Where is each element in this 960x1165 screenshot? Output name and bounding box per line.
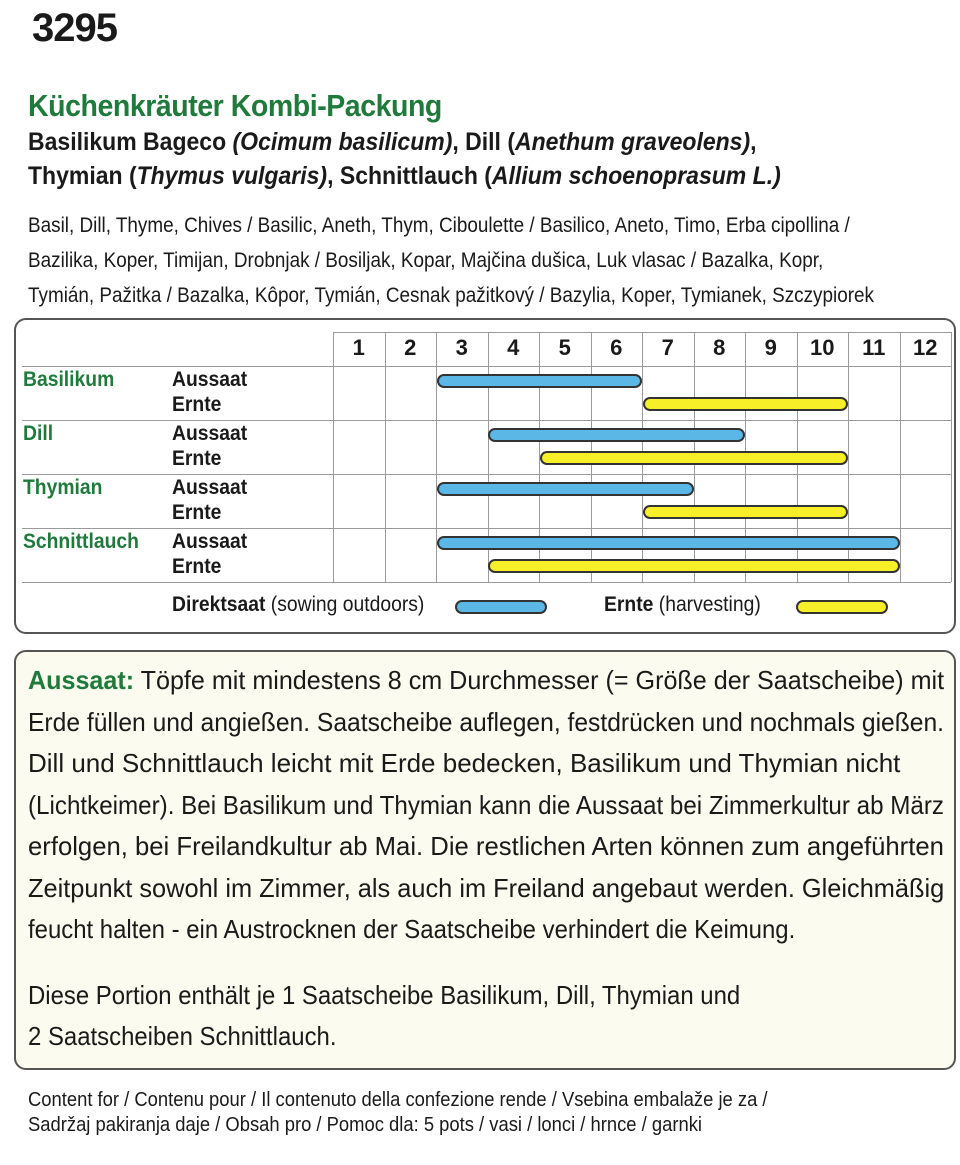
instructions-line <box>28 660 945 702</box>
instructions-line: Dill und Schnittlauch leicht mit Erde bedecken, Basilikum und Thymian nicht <box>28 748 901 778</box>
grid-vline <box>900 332 901 582</box>
grid-row-line <box>22 582 951 583</box>
herb-name: Basilikum <box>23 368 115 391</box>
harvest-bar <box>643 505 848 519</box>
legend-harvest <box>604 593 761 617</box>
instructions-line: Zeitpunkt sowohl im Zimmer, als auch im Freiland angebaut werden. Gleichmäßig <box>28 872 945 903</box>
month-header: 3 <box>455 335 468 360</box>
instructions-line-text: Töpfe mit mindestens 8 cm Durchmesser (= Größe der Saatscheibe) mit <box>134 665 945 695</box>
translated-names <box>28 208 958 313</box>
footer-line: Sadržaj pakiranja daje / Obsah pro / Pomoc dla: 5 pots / vasi / lonci / hrnce / garnki <box>28 1114 703 1136</box>
names-line: Bazilika, Koper, Timijan, Drobnjak / Bosiljak, Kopar, Majčina dušica, Luk vlasac / Bazalka, Kopr, <box>28 249 824 272</box>
sow-bar <box>488 428 745 442</box>
product-title: Küchenkräuter Kombi-Packung <box>28 88 442 123</box>
grid-row-line <box>22 420 951 421</box>
month-header: 1 <box>352 335 365 360</box>
instructions-lead: Aussaat: <box>28 665 135 695</box>
sow-bar <box>437 482 694 496</box>
month-header: 10 <box>810 335 835 360</box>
instructions-text <box>28 660 944 951</box>
legend-sow-swatch <box>455 600 547 614</box>
species-text: , Schnittlauch ( <box>327 162 492 190</box>
species-latin: Anethum graveolens) <box>514 128 751 156</box>
species-latin: (Ocimum basilicum) <box>232 128 453 156</box>
species-latin: Allium schoenoprasum L.) <box>491 162 781 190</box>
legend-sow-text: (sowing outdoors) <box>265 593 425 616</box>
content-footer <box>28 1088 832 1138</box>
grid-hline <box>333 332 951 333</box>
grid-vline <box>951 332 952 582</box>
legend-sow <box>172 593 424 617</box>
month-header: 8 <box>713 335 726 360</box>
names-line: Tymián, Pažitka / Bazalka, Kôpor, Tymián, Cesnak pažitkový / Bazylia, Koper, Tymianek, Szczypiorek <box>28 284 874 307</box>
instructions-line: Erde füllen und angießen. Saatscheibe auflegen, festdrücken und nochmals gießen. <box>28 706 945 737</box>
month-header: 9 <box>764 335 777 360</box>
species-text: Basilikum Bageco <box>28 128 233 156</box>
herb-name: Schnittlauch <box>23 530 139 553</box>
month-header: 2 <box>404 335 417 360</box>
instructions-line: (Lichtkeimer). Bei Basilikum und Thymian kann die Aussaat bei Zimmerkultur ab März <box>28 789 944 820</box>
phase-sow-label: Aussaat <box>172 422 248 445</box>
grid-row-line <box>22 474 951 475</box>
month-header: 6 <box>610 335 623 360</box>
grid-vline <box>385 332 386 582</box>
harvest-bar <box>488 559 899 573</box>
month-header: 5 <box>558 335 571 360</box>
harvest-bar <box>643 397 848 411</box>
portion-text <box>28 975 802 1057</box>
species-text: , Dill ( <box>452 128 515 156</box>
instructions-line: erfolgen, bei Freilandkultur ab Mai. Die restlichen Arten können zum angeführten <box>28 831 944 861</box>
instructions-line: feucht halten - ein Austrocknen der Saatscheibe verhindert die Keimung. <box>28 914 796 944</box>
phase-sow-label: Aussaat <box>172 476 248 499</box>
sow-bar <box>437 374 642 388</box>
phase-sow-label: Aussaat <box>172 368 248 391</box>
legend-sow-label: Direktsaat <box>172 593 266 616</box>
species-line-2 <box>28 162 781 191</box>
month-header: 4 <box>507 335 520 360</box>
phase-sow-label: Aussaat <box>172 530 248 553</box>
phase-harvest-label: Ernte <box>172 501 222 524</box>
herb-name: Dill <box>23 422 54 445</box>
harvest-bar <box>540 451 848 465</box>
footer-line: Content for / Contenu pour / Il contenuto della confezione rende / Vsebina embalaže je za / <box>28 1089 768 1111</box>
sow-bar <box>437 536 900 550</box>
herb-name: Thymian <box>23 476 103 499</box>
portion-line: Diese Portion enthält je 1 Saatscheibe Basilikum, Dill, Thymian und <box>28 980 741 1010</box>
phase-harvest-label: Ernte <box>172 447 222 470</box>
product-code: 3295 <box>32 6 117 50</box>
portion-line: 2 Saatscheiben Schnittlauch. <box>28 1021 337 1051</box>
names-line: Basil, Dill, Thyme, Chives / Basilic, Aneth, Thym, Ciboulette / Basilico, Aneto, Timo, Erba cipollina / <box>28 214 850 237</box>
species-text: Thymian ( <box>28 162 137 190</box>
phase-harvest-label: Ernte <box>172 555 222 578</box>
legend-harvest-text: (harvesting) <box>653 593 761 616</box>
species-latin: Thymus vulgaris) <box>136 162 328 190</box>
species-line-1 <box>28 128 757 157</box>
legend-harvest-label: Ernte <box>604 593 654 616</box>
grid-vline <box>333 332 334 582</box>
species-text: , <box>750 128 757 156</box>
phase-harvest-label: Ernte <box>172 393 222 416</box>
month-header: 11 <box>862 335 886 360</box>
month-header: 12 <box>913 335 938 360</box>
grid-row-line <box>22 528 951 529</box>
month-header: 7 <box>661 335 674 360</box>
legend-harvest-swatch <box>796 600 888 614</box>
grid-row-line <box>22 366 951 367</box>
